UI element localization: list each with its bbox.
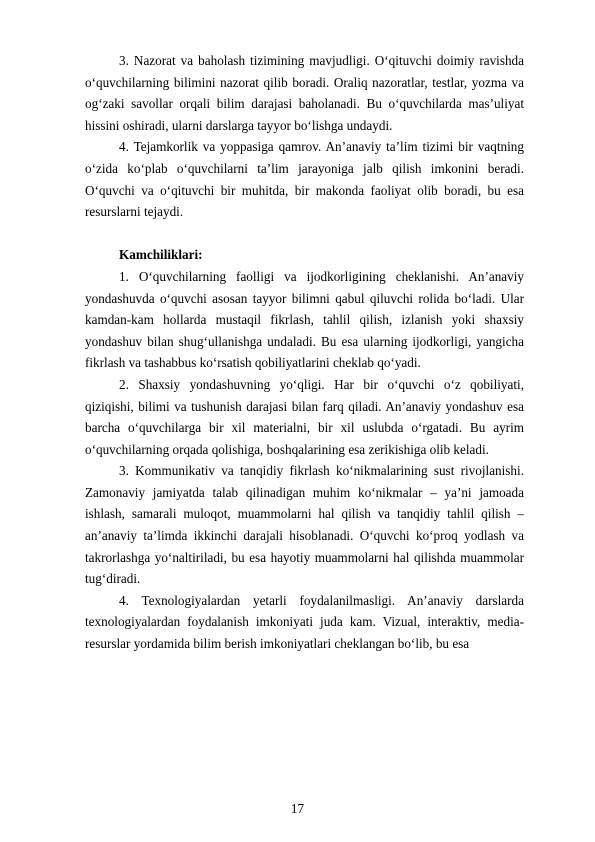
section-heading: Kamchiliklari: xyxy=(119,247,203,263)
numbered-paragraph xyxy=(85,136,524,222)
paragraph-text: Tejamkorlik va yoppasiga qamrov. An’anaviy ta’lim tizimi bir vaqtning o‘zida ko‘plab o‘quvchilarni ta’lim jarayoniga jalb qilish imkonini beradi. O‘quvchi va o‘qituvchi bir muhitda, bir makonda faoliyat olib boradi, bu esa resurslarni tejaydi. xyxy=(85,139,524,220)
paragraph-number: 1. xyxy=(119,268,129,284)
numbered-paragraph xyxy=(85,50,524,136)
paragraph-text: Nazorat va baholash tizimining mavjudligi. O‘qituvchi doimiy ravishda o‘quvchilarning bilimini nazorat qilib boradi. Oraliq nazoratlar, testlar, yozma va og‘zaki savollar orqali bilim darajasi baholanadi. Bu o‘quvchilarda mas’uliyat hissini oshiradi, ularni darslarga tayyor bo‘lishga undaydi. xyxy=(85,53,524,133)
paragraph-text: O‘quvchilarning faolligi va ijodkorligining cheklanishi. An’anaviy yondashuvda o‘quvchi asosan tayyor bilimni qabul qiluvchi rolida bo‘ladi. Ular kamdan-kam hollarda mustaqil fikrlash, tahlil qilish, izlanish yoki shaxsiy yondashuv bilan shug‘ullanishga undaladi. Bu esa ularning ijodkorligi, yangicha fikrlash va tashabbus ko‘rsatish qobiliyatlarini cheklab qo‘yadi. xyxy=(85,268,524,371)
paragraph-text: Shaxsiy yondashuvning yo‘qligi. Har bir o‘quvchi o‘z qobiliyati, qiziqishi, bilimi va tushunish darajasi bilan farq qiladi. An’anaviy yondashuv esa barcha o‘quvchilarga bir xil materialni, bir xil uslubda o‘rgatadi. Bu ayrim o‘quvchilarning orqada qolishiga, boshqalarining esa zerikishiga olib keladi. xyxy=(85,376,524,457)
numbered-paragraph xyxy=(85,374,524,460)
paragraph-number: 4. xyxy=(119,139,129,155)
blank-line xyxy=(119,223,524,245)
paragraph-number: 3. xyxy=(119,53,129,68)
paragraph-number: 4. xyxy=(119,592,129,608)
paragraph-number: 2. xyxy=(119,376,129,392)
page-number: 17 xyxy=(290,801,305,816)
page-body xyxy=(85,50,524,655)
numbered-paragraph xyxy=(85,460,524,590)
paragraph-text: Kommunikativ va tanqidiy fikrlash ko‘nikmalarining sust rivojlanishi. Zamonaviy jamiyatda talab qilinadigan muhim ko‘nikmalar – ya’ni jamoada ishlash, samarali muloqot, muammolarni hal qilish va tanqidiy tahlil qilish – an’anaviy ta’limda ikkinchi darajali hisoblanadi. O‘quvchi ko‘proq yodlash va takrorlashga yo‘naltiriladi, bu esa hayotiy muammolarni hal qilishda muammolar tug‘diradi. xyxy=(85,463,524,587)
paragraph-number: 3. xyxy=(119,463,129,479)
numbered-paragraph xyxy=(85,266,524,374)
numbered-paragraph xyxy=(85,590,524,655)
paragraph-text: Texnologiyalardan yetarli foydalanilmasligi. An’anaviy darslarda texnologiyalardan foydalanish imkoniyati juda kam. Vizual, interaktiv, media-resurslar yordamida bilim berish imkoniyatlari cheklangan bo‘lib, bu esa xyxy=(85,592,524,652)
